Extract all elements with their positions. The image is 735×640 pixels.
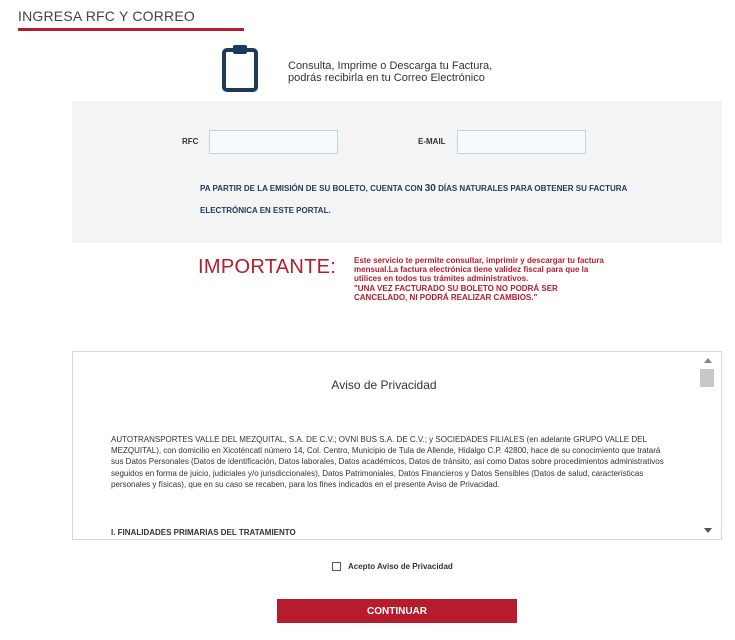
clipboard-icon <box>220 44 260 94</box>
privacy-notice-box[interactable] <box>72 351 722 540</box>
page-title: INGRESA RFC Y CORREO <box>18 8 195 24</box>
scroll-up-icon[interactable] <box>704 358 712 363</box>
rfc-input[interactable] <box>209 130 338 154</box>
important-quote: "UNA VEZ FACTURADO SU BOLETO NO PODRÁ SER CANCELADO, NI PODRÁ REALIZAR CAMBIOS." <box>354 284 558 302</box>
important-heading: IMPORTANTE: <box>198 256 337 278</box>
intro-line-1: Consulta, Imprime o Descarga tu Factura, <box>288 60 493 72</box>
title-underline <box>18 28 244 31</box>
notice-line-1 <box>200 178 670 200</box>
important-message <box>354 256 606 302</box>
scroll-down-icon[interactable] <box>704 528 712 533</box>
notice-days: 30 <box>424 183 436 194</box>
accept-privacy-checkbox[interactable] <box>332 562 341 571</box>
invoice-deadline-notice <box>200 178 670 222</box>
email-label: E-MAIL <box>418 137 446 146</box>
continue-button[interactable]: CONTINUAR <box>277 599 517 623</box>
intro-line-2: podrás recibirla en tu Correo Electrónico <box>288 72 485 84</box>
important-text: Este servicio te permite consultar, imprimir y descargar tu factura mensual.La factura electrónica tiene validez fiscal para que la utilices en todos tus trámites administrativos. <box>354 256 604 283</box>
notice-line-2: ELECTRÓNICA EN ESTE PORTAL. <box>200 206 331 215</box>
scroll-thumb[interactable] <box>700 369 714 387</box>
privacy-title: Aviso de Privacidad <box>331 378 437 392</box>
email-input[interactable] <box>457 130 586 154</box>
privacy-scrollbar[interactable] <box>695 352 721 539</box>
accept-privacy-label[interactable]: Acepto Aviso de Privacidad <box>348 562 453 571</box>
intro-text <box>288 60 548 84</box>
rfc-label: RFC <box>182 137 199 146</box>
rfc-email-form <box>72 101 722 243</box>
accept-privacy-row[interactable] <box>332 562 453 571</box>
notice-part-2: DÍAS NATURALES PARA OBTENER SU FACTURA <box>435 184 628 193</box>
notice-part-1: PA PARTIR DE LA EMISIÓN DE SU BOLETO, CUENTA CON <box>200 184 425 193</box>
privacy-content <box>73 352 695 539</box>
privacy-body: AUTOTRANSPORTES VALLE DEL MEZQUITAL, S.A. DE C.V.; OVNI BUS S.A. DE C.V.; y SOCIEDADES FILIALES (en adelante GRUPO VALLE DEL MEZQUITAL), con domicilio en Xicoténcatl número 14, Col. Centro, Municipio de Tula de Allende, Hidalgo C.P. 42800, hace de su conocimiento que tratará sus Datos Personales (Datos de identificación, Datos laborales, Datos académicos, Datos de tránsito, así como Datos sobre procedimientos administrativos seguidos en forma de juicio, judiciales y/o jurisdiccionales), Datos Patrimoniales, Datos Financieros y Datos Sensibles (Datos de salud, características personales y físicas), que en su caso se recaben, para los fines indicados en el presente Aviso de Privacidad. <box>111 435 664 489</box>
privacy-section-heading: I. FINALIDADES PRIMARIAS DEL TRATAMIENTO <box>111 528 296 537</box>
